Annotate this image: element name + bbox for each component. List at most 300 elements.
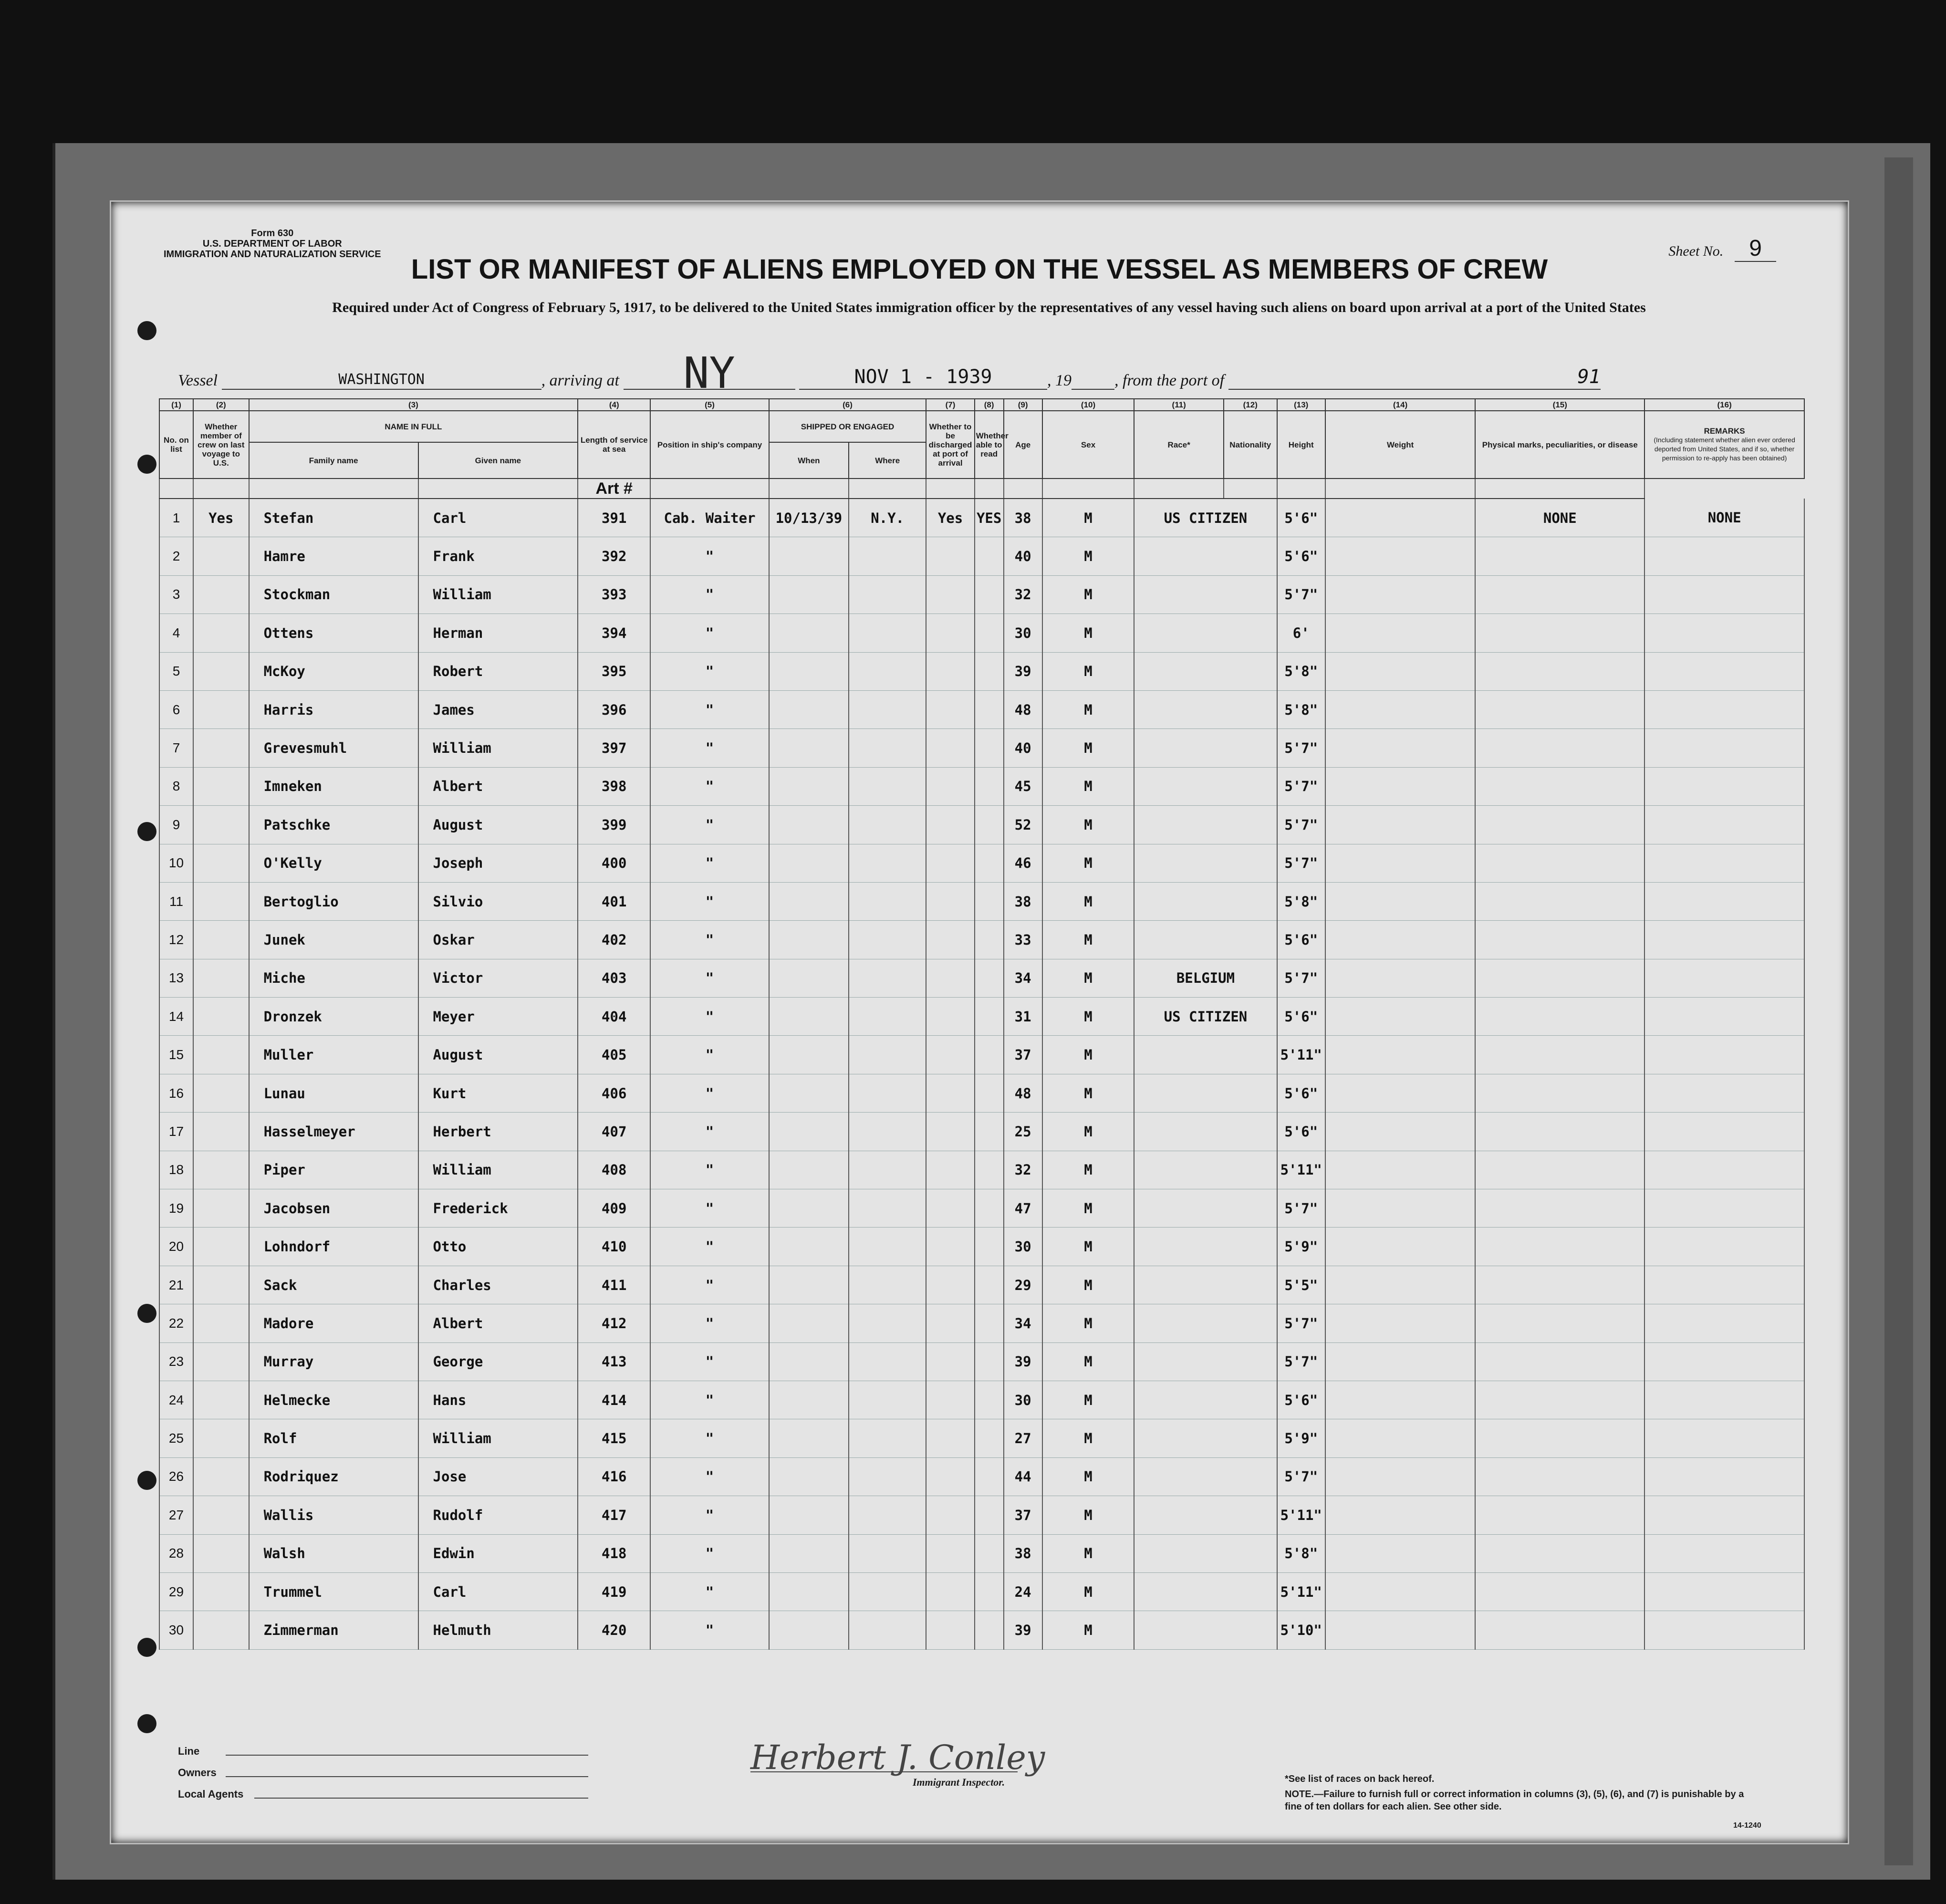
cell-crew-last-voyage [193,1534,249,1572]
cell-weight [1325,1266,1475,1304]
cell-length-of-service: 411 [578,1266,650,1304]
cell-able-to-read [975,1496,1004,1534]
art-row [159,479,1804,499]
cell-family-name: Rolf [249,1419,418,1457]
cell-able-to-read [975,1342,1004,1381]
arrival-date-stamp: NOV 1 - 1939 [799,366,1047,390]
cell-race-nationality: US CITIZEN [1134,499,1277,537]
service-name: IMMIGRATION AND NATURALIZATION SERVICE [164,249,381,260]
cell-crew-last-voyage [193,1189,249,1228]
cell-position: " [650,614,769,652]
cell-physical-marks [1475,1611,1644,1649]
cell-family-name: Ottens [249,614,418,652]
cell-position: " [650,1036,769,1074]
col-num: (10) [1042,399,1134,411]
cell-physical-marks [1475,1534,1644,1572]
cell-age: 30 [1004,614,1042,652]
cell-position: " [650,1151,769,1189]
header-no-on-list: No. on list [159,411,193,479]
cell-discharged [926,1113,974,1151]
cell-discharged [926,575,974,614]
cell-able-to-read [975,1189,1004,1228]
cell-age: 48 [1004,690,1042,728]
cell-weight [1325,1572,1475,1611]
cell-shipped-when [769,882,849,920]
cell-age: 40 [1004,729,1042,767]
cell-remarks [1644,1457,1804,1496]
cell-physical-marks [1475,882,1644,920]
cell-shipped-where [849,1304,926,1342]
cell-row-number: 15 [159,1036,193,1074]
cell-age: 38 [1004,1534,1042,1572]
cell-discharged: Yes [926,499,974,537]
cell-row-number: 2 [159,537,193,575]
cell-given-name: Helmuth [418,1611,578,1649]
cell-age: 33 [1004,921,1042,959]
cell-sex: M [1042,1611,1134,1649]
cell-shipped-when [769,998,849,1036]
cell-age: 37 [1004,1496,1042,1534]
cell-remarks [1644,998,1804,1036]
cell-discharged [926,1457,974,1496]
cell-crew-last-voyage [193,959,249,997]
cell-given-name: Robert [418,652,578,690]
cell-discharged [926,652,974,690]
cell-family-name: Walsh [249,1534,418,1572]
cell-race-nationality [1134,1074,1277,1112]
cell-sex: M [1042,614,1134,652]
table-row [159,767,1804,805]
table-row [159,1342,1804,1381]
cell-sex: M [1042,1572,1134,1611]
cell-length-of-service: 407 [578,1113,650,1151]
cell-given-name: Charles [418,1266,578,1304]
cell-weight [1325,1074,1475,1112]
cell-sex: M [1042,1113,1134,1151]
cell-physical-marks [1475,575,1644,614]
crew-rows [159,499,1804,1649]
cell-given-name: Kurt [418,1074,578,1112]
cell-family-name: McKoy [249,652,418,690]
cell-able-to-read: YES [975,499,1004,537]
cell-age: 47 [1004,1189,1042,1228]
cell-height: 5'6" [1277,1113,1325,1151]
cell-remarks [1644,537,1804,575]
cell-shipped-when [769,1189,849,1228]
cell-shipped-where [849,806,926,844]
cell-sex: M [1042,537,1134,575]
cell-family-name: Hamre [249,537,418,575]
cell-able-to-read [975,1572,1004,1611]
cell-remarks [1644,1419,1804,1457]
cell-height: 5'10" [1277,1611,1325,1649]
cell-family-name: Piper [249,1151,418,1189]
cell-family-name: Harris [249,690,418,728]
cell-remarks [1644,1496,1804,1534]
cell-shipped-when [769,575,849,614]
cell-position: " [650,1113,769,1151]
cell-sex: M [1042,1419,1134,1457]
cell-race-nationality [1134,1457,1277,1496]
cell-physical-marks [1475,1189,1644,1228]
cell-family-name: Muller [249,1036,418,1074]
cell-position: " [650,1419,769,1457]
cell-height: 5'7" [1277,959,1325,997]
cell-able-to-read [975,1534,1004,1572]
cell-weight [1325,652,1475,690]
cell-discharged [926,537,974,575]
cell-weight [1325,1113,1475,1151]
table-row [159,1381,1804,1419]
cell-discharged [926,1419,974,1457]
footer-line-label: Line [178,1745,200,1757]
cell-discharged [926,1496,974,1534]
cell-height: 5'6" [1277,998,1325,1036]
cell-physical-marks [1475,1381,1644,1419]
cell-remarks [1644,1074,1804,1112]
cell-age: 30 [1004,1381,1042,1419]
cell-remarks: NONE [1644,499,1804,537]
cell-row-number: 21 [159,1266,193,1304]
cell-given-name: Jose [418,1457,578,1496]
cell-family-name: Miche [249,959,418,997]
cell-height: 5'8" [1277,882,1325,920]
table-row [159,1419,1804,1457]
cell-weight [1325,1611,1475,1649]
cell-crew-last-voyage [193,729,249,767]
cell-shipped-where [849,767,926,805]
cell-age: 30 [1004,1228,1042,1266]
cell-weight [1325,1534,1475,1572]
cell-discharged [926,806,974,844]
cell-length-of-service: 402 [578,921,650,959]
punch-hole [137,822,156,841]
cell-remarks [1644,1228,1804,1266]
cell-crew-last-voyage [193,1113,249,1151]
cell-position: " [650,844,769,882]
cell-physical-marks [1475,1572,1644,1611]
cell-remarks [1644,690,1804,728]
cell-length-of-service: 396 [578,690,650,728]
cell-crew-last-voyage [193,537,249,575]
cell-family-name: Sack [249,1266,418,1304]
cell-able-to-read [975,575,1004,614]
cell-discharged [926,614,974,652]
cell-row-number: 28 [159,1534,193,1572]
cell-able-to-read [975,614,1004,652]
header-position: Position in ship's company [650,411,769,479]
col-num: (13) [1277,399,1325,411]
cell-age: 52 [1004,806,1042,844]
cell-race-nationality [1134,806,1277,844]
cell-able-to-read [975,1113,1004,1151]
cell-discharged [926,998,974,1036]
vessel-line [178,348,1800,398]
header-weight: Weight [1325,411,1475,479]
cell-shipped-when [769,729,849,767]
cell-position: " [650,729,769,767]
table-row [159,729,1804,767]
header-physical-marks: Physical marks, peculiarities, or disease [1475,411,1644,479]
cell-crew-last-voyage [193,1266,249,1304]
cell-crew-last-voyage [193,844,249,882]
cell-family-name: Madore [249,1304,418,1342]
cell-able-to-read [975,1611,1004,1649]
cell-discharged [926,1151,974,1189]
cell-shipped-where [849,1572,926,1611]
cell-row-number: 11 [159,882,193,920]
cell-length-of-service: 418 [578,1534,650,1572]
penalty-note: NOTE.—Failure to furnish full or correct information in columns (3), (5), (6), and (7) is punishable by a fine of ten dollars for each alien. See other side. [1285,1789,1744,1812]
cell-discharged [926,844,974,882]
cell-height: 5'7" [1277,1189,1325,1228]
cell-race-nationality [1134,1304,1277,1342]
cell-row-number: 5 [159,652,193,690]
cell-race-nationality [1134,1228,1277,1266]
cell-sex: M [1042,767,1134,805]
cell-position: " [650,652,769,690]
cell-shipped-where [849,537,926,575]
cell-physical-marks [1475,1266,1644,1304]
cell-physical-marks [1475,806,1644,844]
cell-sex: M [1042,1266,1134,1304]
cell-crew-last-voyage [193,1496,249,1534]
cell-shipped-when [769,1036,849,1074]
table-row [159,844,1804,882]
cell-sex: M [1042,1457,1134,1496]
cell-weight [1325,998,1475,1036]
cell-given-name: Meyer [418,998,578,1036]
inspector-label: Immigrant Inspector. [913,1776,1005,1788]
cell-shipped-where [849,1534,926,1572]
cell-age: 48 [1004,1074,1042,1112]
cell-age: 31 [1004,998,1042,1036]
cell-weight [1325,806,1475,844]
cell-race-nationality [1134,1342,1277,1381]
cell-able-to-read [975,1457,1004,1496]
table-row [159,998,1804,1036]
cell-age: 39 [1004,652,1042,690]
cell-able-to-read [975,767,1004,805]
col-num: (4) [578,399,650,411]
cell-length-of-service: 403 [578,959,650,997]
cell-row-number: 16 [159,1074,193,1112]
cell-shipped-when [769,1496,849,1534]
cell-family-name: Stefan [249,499,418,537]
header-shipped-or-engaged: SHIPPED OR ENGAGED [769,411,926,442]
cell-age: 40 [1004,537,1042,575]
cell-length-of-service: 408 [578,1151,650,1189]
cell-height: 5'6" [1277,1074,1325,1112]
cell-family-name: Bertoglio [249,882,418,920]
cell-remarks [1644,806,1804,844]
cell-length-of-service: 399 [578,806,650,844]
cell-length-of-service: 415 [578,1419,650,1457]
header-height: Height [1277,411,1325,479]
cell-position: " [650,959,769,997]
cell-crew-last-voyage [193,806,249,844]
cell-position: " [650,575,769,614]
cell-height: 5'7" [1277,1457,1325,1496]
cell-weight [1325,959,1475,997]
crew-manifest-table [159,398,1805,1650]
cell-physical-marks: NONE [1475,499,1644,537]
cell-remarks [1644,1611,1804,1649]
cell-shipped-where [849,652,926,690]
cell-row-number: 22 [159,1304,193,1342]
cell-able-to-read [975,1036,1004,1074]
table-row [159,1304,1804,1342]
cell-remarks [1644,1113,1804,1151]
cell-crew-last-voyage [193,1228,249,1266]
cell-remarks [1644,614,1804,652]
cell-able-to-read [975,1151,1004,1189]
cell-weight [1325,575,1475,614]
cell-given-name: Rudolf [418,1496,578,1534]
table-row [159,499,1804,537]
cell-height: 6' [1277,614,1325,652]
cell-position: " [650,690,769,728]
vessel-label: Vessel [178,372,218,389]
cell-weight [1325,1342,1475,1381]
cell-position: " [650,1457,769,1496]
cell-sex: M [1042,806,1134,844]
cell-length-of-service: 410 [578,1228,650,1266]
cell-shipped-when [769,1074,849,1112]
table-row [159,1189,1804,1228]
cell-height: 5'6" [1277,921,1325,959]
cell-race-nationality [1134,1419,1277,1457]
cell-shipped-where [849,1342,926,1381]
cell-able-to-read [975,729,1004,767]
cell-sex: M [1042,921,1134,959]
cell-weight [1325,537,1475,575]
header-sex: Sex [1042,411,1134,479]
cell-sex: M [1042,959,1134,997]
cell-height: 5'8" [1277,690,1325,728]
cell-position: " [650,1534,769,1572]
punch-hole [137,321,156,340]
cell-weight [1325,729,1475,767]
cell-row-number: 23 [159,1342,193,1381]
departure-port-number: 91 [1228,366,1601,390]
col-num: (8) [975,399,1004,411]
cell-row-number: 24 [159,1381,193,1419]
print-code: 14-1240 [1733,1821,1761,1830]
cell-height: 5'7" [1277,806,1325,844]
cell-row-number: 14 [159,998,193,1036]
punch-hole [137,1471,156,1490]
cell-race-nationality [1134,575,1277,614]
cell-race-nationality [1134,1572,1277,1611]
header-discharged: Whether to be discharged at port of arrival [926,411,974,479]
cell-shipped-where [849,1611,926,1649]
cell-age: 27 [1004,1419,1042,1457]
cell-shipped-when [769,1419,849,1457]
cell-race-nationality [1134,1381,1277,1419]
cell-shipped-where [849,1036,926,1074]
cell-given-name: Silvio [418,882,578,920]
cell-length-of-service: 412 [578,1304,650,1342]
cell-age: 38 [1004,499,1042,537]
cell-given-name: William [418,1151,578,1189]
cell-sex: M [1042,1228,1134,1266]
cell-given-name: Herman [418,614,578,652]
cell-shipped-where [849,1419,926,1457]
cell-given-name: William [418,575,578,614]
header-crew-last-voyage: Whether member of crew on last voyage to U.S. [193,411,249,479]
cell-row-number: 25 [159,1419,193,1457]
cell-race-nationality: BELGIUM [1134,959,1277,997]
cell-age: 32 [1004,1151,1042,1189]
col-num: (9) [1004,399,1042,411]
cell-family-name: Stockman [249,575,418,614]
cell-family-name: Helmecke [249,1381,418,1419]
cell-given-name: Frederick [418,1189,578,1228]
cell-race-nationality [1134,1113,1277,1151]
table-row [159,537,1804,575]
cell-remarks [1644,1189,1804,1228]
cell-position: " [650,882,769,920]
vessel-name: WASHINGTON [222,371,541,390]
cell-height: 5'6" [1277,1381,1325,1419]
cell-race-nationality [1134,614,1277,652]
cell-discharged [926,921,974,959]
cell-age: 44 [1004,1457,1042,1496]
cell-shipped-when [769,1457,849,1496]
cell-family-name: Jacobsen [249,1189,418,1228]
cell-physical-marks [1475,537,1644,575]
table-row [159,1074,1804,1112]
table-row [159,959,1804,997]
cell-crew-last-voyage [193,1036,249,1074]
cell-physical-marks [1475,959,1644,997]
cell-discharged [926,767,974,805]
cell-sex: M [1042,1381,1134,1419]
col-num: (3) [249,399,578,411]
document-title: LIST OR MANIFEST OF ALIENS EMPLOYED ON THE VESSEL AS MEMBERS OF CREW [411,254,1548,285]
cell-height: 5'9" [1277,1228,1325,1266]
cell-sex: M [1042,1342,1134,1381]
cell-family-name: Lunau [249,1074,418,1112]
cell-physical-marks [1475,1151,1644,1189]
cell-physical-marks [1475,1228,1644,1266]
port-label: , from the port of [1114,372,1225,389]
cell-shipped-where [849,1228,926,1266]
cell-row-number: 12 [159,921,193,959]
cell-position: " [650,998,769,1036]
cell-shipped-when [769,1151,849,1189]
cell-shipped-where [849,1266,926,1304]
cell-physical-marks [1475,690,1644,728]
cell-able-to-read [975,921,1004,959]
table-row [159,806,1804,844]
cell-discharged [926,1572,974,1611]
cell-remarks [1644,882,1804,920]
cell-discharged [926,1611,974,1649]
cell-physical-marks [1475,1496,1644,1534]
table-row [159,1496,1804,1534]
footer-owners-rule [226,1776,588,1777]
cell-shipped-where [849,921,926,959]
cell-shipped-when [769,1572,849,1611]
cell-able-to-read [975,652,1004,690]
cell-position: " [650,1266,769,1304]
arriving-label: , arriving at [541,372,619,389]
table-row [159,1151,1804,1189]
cell-shipped-when [769,1342,849,1381]
year-label: , 19 [1047,372,1072,389]
